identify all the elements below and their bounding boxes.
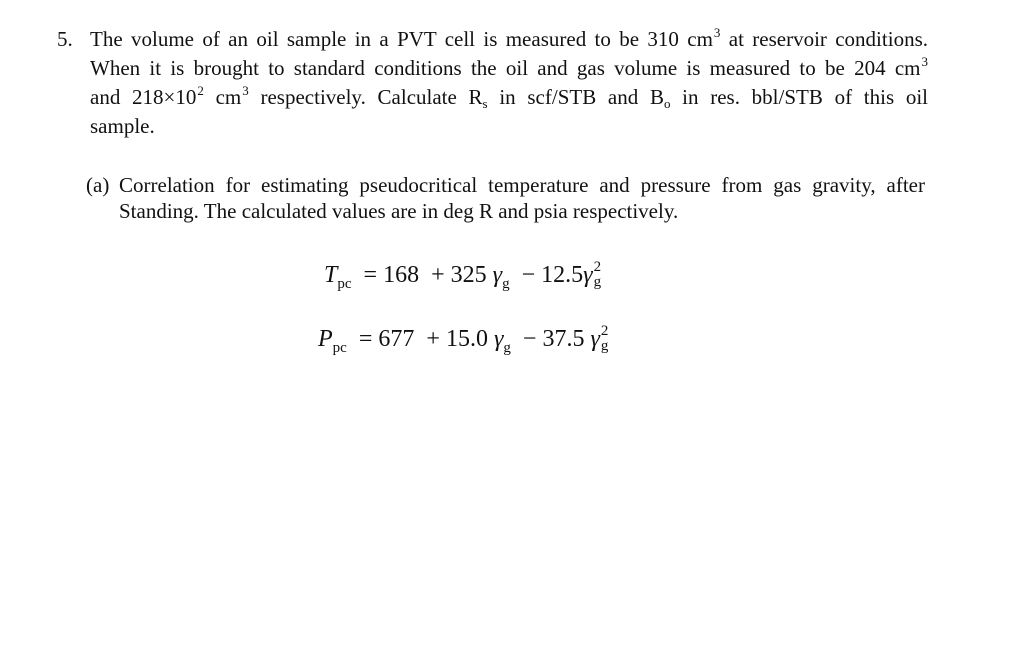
ppc-gamma-2: γ bbox=[590, 326, 600, 352]
tpc-gamma-2-exp: 2 bbox=[593, 259, 602, 275]
tpc-minus: − bbox=[521, 262, 536, 288]
ppc-plus: + bbox=[426, 326, 440, 352]
power-exponent: 2 bbox=[197, 83, 204, 98]
problem-line-1-text: The volume of an oil sample in a PVT cell is measured to be 310 cm bbox=[90, 27, 713, 51]
part-a-line-2: Standing. The calculated values are in deg R and psia respectively. bbox=[119, 199, 679, 223]
cm3-exponent: 3 bbox=[713, 25, 721, 40]
problem-line-1 bbox=[90, 26, 928, 55]
tpc-c2: 12.5 bbox=[541, 262, 584, 288]
bo-subscript: o bbox=[663, 96, 671, 111]
tpc-gamma-2-sub: g bbox=[593, 274, 602, 290]
problem-line-3-d: in scf/STB and B bbox=[487, 85, 664, 109]
problem-line-3-a: and 218×10 bbox=[90, 85, 197, 109]
problem-line-4: sample. bbox=[90, 114, 155, 138]
tpc-c0: 168 bbox=[383, 262, 420, 288]
ppc-gamma-sub: g bbox=[503, 340, 511, 356]
tpc-gamma-2-scripts bbox=[593, 260, 603, 290]
problem-line-3-b: cm bbox=[203, 85, 242, 109]
problem-line-2-text: When it is brought to standard conditions the oil and gas volume is measured to be 204 cm bbox=[90, 56, 921, 80]
tpc-gamma-sub: g bbox=[502, 276, 510, 292]
tpc-var: T bbox=[324, 262, 338, 288]
problem-line-3 bbox=[90, 84, 928, 113]
ppc-c2: 37.5 bbox=[542, 326, 585, 352]
part-a-label: (a) bbox=[86, 173, 110, 197]
part-a-line-1: Correlation for estimating pseudocritical temperature and pressure from gas gravity, after bbox=[119, 173, 925, 197]
problem-line-2 bbox=[90, 55, 928, 84]
problem-line-3-c: respectively. Calculate R bbox=[248, 85, 483, 109]
problem-number: 5. bbox=[57, 27, 73, 51]
ppc-equals: = bbox=[358, 326, 373, 352]
rs-subscript: s bbox=[482, 96, 488, 111]
ppc-var: P bbox=[318, 326, 333, 352]
ppc-var-sub: pc bbox=[332, 340, 347, 356]
problem-statement bbox=[90, 26, 928, 139]
cm3-exponent-3: 3 bbox=[242, 83, 249, 98]
ppc-gamma-2-exp: 2 bbox=[600, 323, 609, 339]
part-a-text bbox=[119, 172, 925, 224]
tpc-gamma-2: γ bbox=[583, 262, 593, 288]
ppc-gamma-2-scripts bbox=[600, 324, 610, 354]
problem-line-1-tail: at reservoir conditions. bbox=[720, 27, 928, 51]
tpc-equation bbox=[324, 260, 603, 293]
ppc-gamma-2-sub: g bbox=[600, 338, 609, 354]
problem-line-3-e: in res. bbl/STB of this oil bbox=[670, 85, 929, 109]
ppc-equation bbox=[318, 324, 610, 357]
tpc-var-sub: pc bbox=[337, 276, 352, 292]
tpc-gamma: γ bbox=[492, 262, 503, 288]
ppc-minus: − bbox=[522, 326, 537, 352]
tpc-c1: 325 bbox=[450, 262, 487, 288]
tpc-plus: + bbox=[431, 262, 445, 288]
ppc-c1: 15.0 bbox=[445, 326, 488, 352]
tpc-equals: = bbox=[363, 262, 378, 288]
ppc-c0: 677 bbox=[378, 326, 415, 352]
cm3-exponent-2: 3 bbox=[921, 54, 928, 69]
ppc-gamma: γ bbox=[493, 326, 504, 352]
